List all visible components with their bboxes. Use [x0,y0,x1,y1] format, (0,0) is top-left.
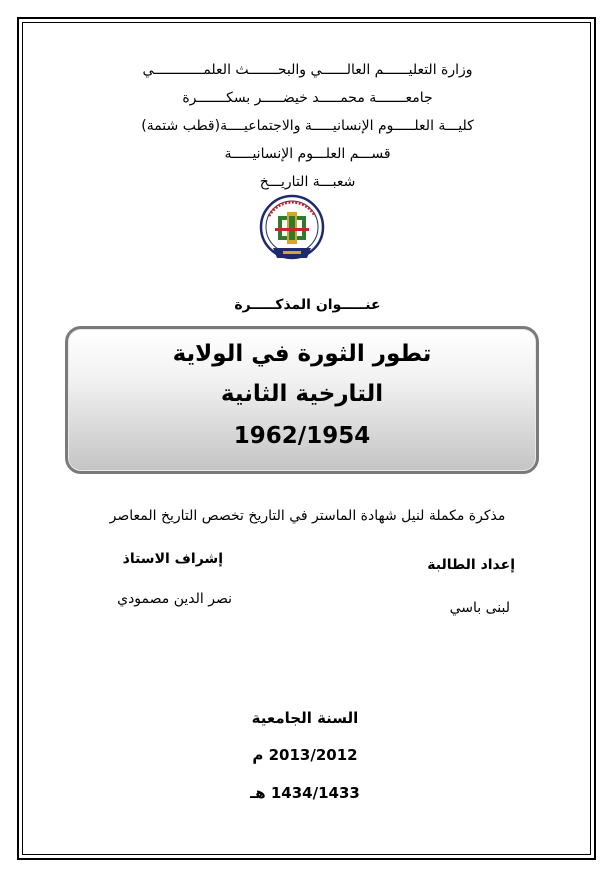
academic-year-gregorian: 2013/2012 م [252,746,358,764]
faculty-line: كليـــة العلـــــوم الإنسانيـــــة والاجتماعيــــة(قطب شتمة) [141,118,474,134]
university-seal-icon [259,194,325,270]
thesis-title-line-2: التارخية الثانية [220,381,384,407]
thesis-title-box [65,326,539,474]
academic-year-hijri: 1434/1433 هـ [250,784,360,802]
student-name: لبنى باسي [449,600,510,616]
academic-year-label: السنة الجامعية [251,709,359,727]
thesis-subtitle: مذكرة مكملة لنيل شهادة الماستر في التاريخ تخصص التاريخ المعاصر [109,508,506,524]
thesis-title-line-1: تطور الثورة في الولاية [172,341,432,367]
memo-title-label: عنـــــوان المذكـــــرة [234,297,381,313]
supervisor-name: نصر الدين مصمودي [117,591,232,607]
branch-line: شعبـــة التاريـــخ [259,174,356,190]
ministry-line: وزارة التعليــــــم العالــــــي والبحـــــــث العلمــــــــــــي [142,62,473,78]
department-line: قســـم العلـــوم الإنسانيـــــة [224,146,391,162]
student-label: إعداد الطالبة [427,557,515,573]
university-line: جامعـــــــة محمـــــد خيضـــــر بسكـــــــرة [182,90,433,106]
supervisor-label: إشراف الاستاذ [122,551,223,567]
thesis-title-years: 1962/1954 [233,423,371,449]
